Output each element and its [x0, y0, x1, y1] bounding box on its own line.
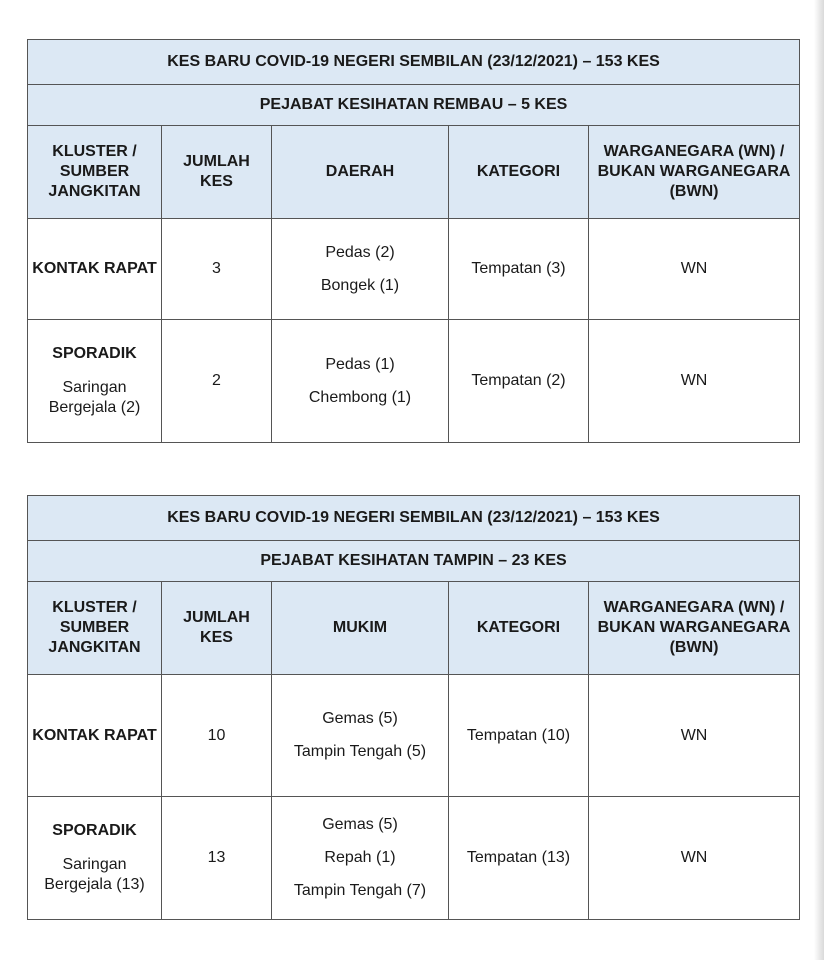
category-cell: Tempatan (10) [449, 675, 589, 797]
area-item: Pedas (1) [325, 355, 395, 373]
category-cell: Tempatan (13) [449, 797, 589, 920]
cluster-subtype: Saringan Bergejala (13) [44, 856, 145, 893]
area-item: Repah (1) [324, 849, 396, 866]
area-list-cell [272, 675, 449, 797]
cluster-cell [28, 320, 162, 443]
page-edge-shadow [814, 0, 824, 960]
header-area: MUKIM [272, 582, 449, 675]
table-row [28, 675, 800, 797]
area-list-cell [272, 219, 449, 320]
case-count-cell: 13 [162, 797, 272, 920]
cluster-cell [28, 797, 162, 920]
tampin-case-table [27, 495, 800, 920]
case-count-cell: 10 [162, 675, 272, 797]
header-cluster: KLUSTER / SUMBER JANGKITAN [28, 582, 162, 675]
cluster-name: SPORADIK [52, 822, 137, 839]
table-row [28, 320, 800, 443]
citizenship-cell: WN [589, 320, 800, 443]
case-count-cell: 2 [162, 320, 272, 443]
table-row [28, 797, 800, 920]
area-item: Pedas (2) [325, 243, 395, 261]
header-citizenship: WARGANEGARA (WN) / BUKAN WARGANEGARA (BWN) [589, 582, 800, 675]
area-item: Gemas (5) [322, 816, 398, 833]
health-office-heading: PEJABAT KESIHATAN TAMPIN – 23 KES [28, 541, 800, 582]
header-category: KATEGORI [449, 582, 589, 675]
report-title: KES BARU COVID-19 NEGERI SEMBILAN (23/12/2021) – 153 KES [28, 496, 800, 541]
cluster-cell [28, 675, 162, 797]
cluster-subtype: Saringan Bergejala (2) [48, 379, 141, 416]
citizenship-cell: WN [589, 219, 800, 320]
cluster-name: KONTAK RAPAT [32, 260, 157, 277]
header-cluster: KLUSTER / SUMBER JANGKITAN [28, 126, 162, 219]
report-title: KES BARU COVID-19 NEGERI SEMBILAN (23/12/2021) – 153 KES [28, 40, 800, 85]
header-case-count: JUMLAH KES [162, 582, 272, 675]
category-cell: Tempatan (2) [449, 320, 589, 443]
case-count-cell: 3 [162, 219, 272, 320]
header-citizenship: WARGANEGARA (WN) / BUKAN WARGANEGARA (BWN) [589, 126, 800, 219]
area-item: Bongek (1) [320, 276, 400, 294]
cluster-cell [28, 219, 162, 320]
cluster-name: KONTAK RAPAT [32, 726, 157, 744]
rembau-case-table [27, 39, 800, 443]
area-list-cell [272, 797, 449, 920]
area-list-cell [272, 320, 449, 443]
category-cell: Tempatan (3) [449, 219, 589, 320]
header-area: DAERAH [272, 126, 449, 219]
area-item: Tampin Tengah (7) [293, 882, 427, 899]
citizenship-cell: WN [589, 797, 800, 920]
citizenship-cell: WN [589, 675, 800, 797]
header-category: KATEGORI [449, 126, 589, 219]
health-office-heading: PEJABAT KESIHATAN REMBAU – 5 KES [28, 85, 800, 126]
header-case-count: JUMLAH KES [162, 126, 272, 219]
cluster-name: SPORADIK [52, 345, 137, 362]
area-item: Gemas (5) [322, 710, 398, 727]
area-item: Chembong (1) [308, 388, 412, 406]
table-row [28, 219, 800, 320]
area-item: Tampin Tengah (5) [293, 743, 427, 760]
